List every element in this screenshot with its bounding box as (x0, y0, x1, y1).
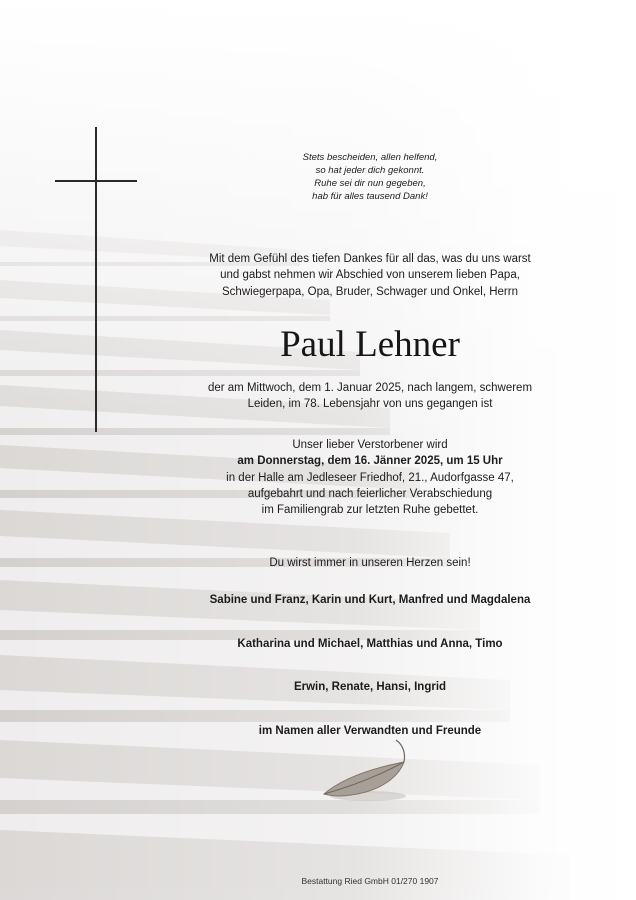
funeral-line: aufgebahrt und nach feierlicher Verabschiedung (247, 487, 493, 500)
funeral-date: am Donnerstag, dem 16. Jänner 2025, um 15 Uhr (237, 455, 503, 468)
funeral-details (100, 437, 636, 518)
intro-paragraph (100, 251, 636, 300)
cross-icon-vertical (95, 127, 97, 432)
footer-undertaker: Bestattung Ried GmbH 01/270 1907 (301, 876, 439, 886)
motto-line: Stets bescheiden, allen helfend, (302, 152, 438, 163)
motto-line: hab für alles tausend Dank! (312, 191, 428, 202)
family-line: Katharina und Michael, Matthias und Anna, Timo (237, 638, 503, 650)
family-line: Erwin, Renate, Hansi, Ingrid (293, 681, 447, 693)
funeral-line: Unser lieber Verstorbener wird (292, 439, 448, 451)
motto-line: so hat jeder dich gekonnt. (315, 165, 425, 176)
intro-line: Schwiegerpapa, Opa, Bruder, Schwager und Onkel, Herrn (222, 285, 518, 298)
death-line: Leiden, im 78. Lebensjahr von uns gegangen ist (247, 398, 493, 411)
family-line: Sabine und Franz, Karin und Kurt, Manfred und Magdalena (209, 594, 531, 606)
intro-line: und gabst nehmen wir Abschied von unserem lieben Papa, (220, 269, 520, 282)
family-line: im Namen aller Verwandten und Freunde (258, 725, 482, 737)
death-notice (100, 380, 636, 413)
deceased-name: Paul Lehner (280, 324, 460, 365)
leaf-icon (318, 738, 418, 804)
heart-line: Du wirst immer in unseren Herzen sein! (269, 557, 471, 569)
death-line: der am Mittwoch, dem 1. Januar 2025, nach langem, schwerem (207, 382, 533, 394)
funeral-location: in der Halle am Jedleseer Friedhof, 21., Audorfgasse 47, (226, 471, 514, 484)
funeral-line: im Familiengrab zur letzten Ruhe gebettet. (261, 504, 479, 517)
intro-line: Mit dem Gefühl des tiefen Dankes für all das, was du uns warst (209, 253, 531, 265)
motto-verse (100, 151, 636, 203)
motto-line: Ruhe sei dir nun gegeben, (314, 178, 426, 189)
